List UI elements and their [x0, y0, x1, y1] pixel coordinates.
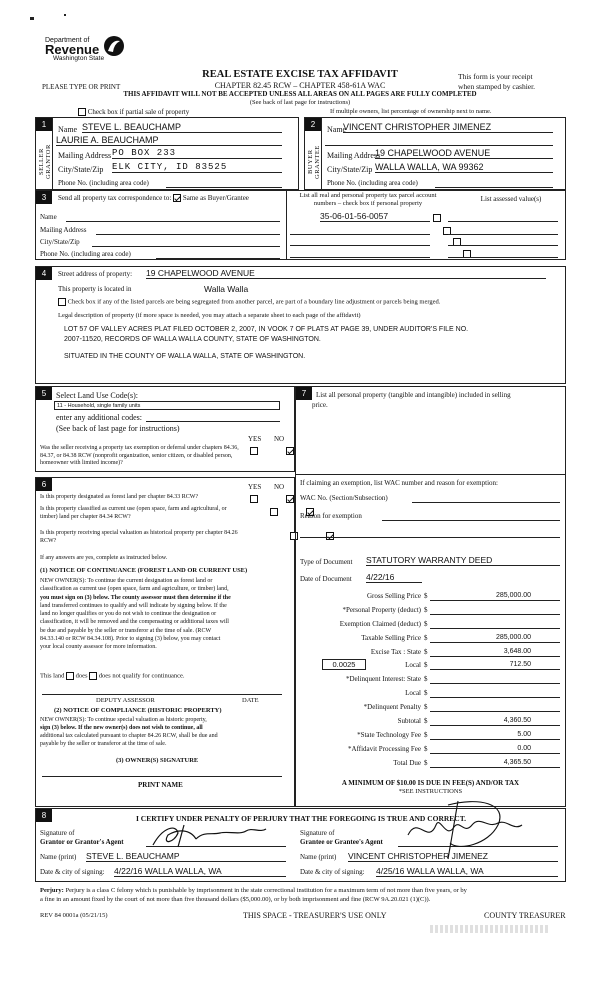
- grantor-sig-of: Signature of: [40, 829, 75, 837]
- send-correspondence-label: Send all property tax correspondence to:: [58, 194, 172, 202]
- compliance-title: (2) NOTICE OF COMPLIANCE (HISTORIC PROPERTY): [54, 707, 222, 714]
- legal-line-1: LOT 57 OF VALLEY ACRES PLAT FILED OCTOBER 2, 2007, IN VOOK 7 OF PLATS AT PAGE 39, UNDER AUDITOR'S FILE NO.: [64, 326, 469, 333]
- same-as-buyer-checkbox[interactable]: [173, 194, 181, 202]
- delinquent-penalty-label: *Delinquent Penalty: [363, 703, 421, 711]
- street-field[interactable]: 19 CHAPELWOOD AVENUE: [146, 268, 546, 279]
- historic-question: Is this property receiving special valuation as historical property per chapter 84.26 RCW?: [40, 530, 238, 544]
- forest-land-question: Is this property designated as forest land per chapter 84.33 RCW?: [40, 494, 199, 500]
- dollar-sign: $: [424, 661, 428, 669]
- dollar-sign: $: [424, 717, 428, 725]
- additional-codes-field[interactable]: [146, 421, 280, 422]
- continuance-line: land transferred continues to qualify and will indicate by signing below. If the: [40, 602, 227, 609]
- grantor-date-city[interactable]: 4/22/16 WALLA WALLA, WA: [114, 866, 286, 877]
- reason-field-2[interactable]: [300, 537, 560, 538]
- continuance-line: you must sign on (3) below. The county assessor must then determine if the: [40, 594, 231, 601]
- grantee-sig-of: Signature of: [300, 829, 335, 837]
- compliance-line: sign (3) below. If the new owner(s) does not wish to continue, all: [40, 725, 203, 731]
- correspondence-mail-label: Mailing Address: [40, 226, 87, 234]
- excise-label: Excise Tax : State: [370, 648, 421, 656]
- dollar-sign: $: [424, 634, 428, 642]
- delinquent-local-field[interactable]: [430, 697, 560, 698]
- faint-stamp: [430, 925, 550, 933]
- correspondence-city-field[interactable]: [92, 246, 280, 247]
- grantor-name-label: Name (print): [40, 853, 77, 861]
- buyer-mail-field[interactable]: 19 CHAPELWOOD AVENUE: [375, 148, 553, 159]
- type-or-print: PLEASE TYPE OR PRINT: [42, 83, 121, 91]
- subtotal-value[interactable]: 4,360.50: [503, 717, 531, 724]
- buyer-name-label: Name: [327, 125, 347, 134]
- total-label: Total Due: [393, 759, 421, 767]
- assessed-value-field[interactable]: [448, 245, 558, 246]
- continuance-line: be due and payable by the seller or transferor at the time of sale. (RCW: [40, 627, 212, 634]
- assessed-header: List assessed value(s): [480, 195, 542, 203]
- wac-field[interactable]: [412, 502, 560, 503]
- land-use-section: [35, 386, 295, 472]
- buyer-city-field[interactable]: WALLA WALLA, WA 99362: [375, 162, 553, 173]
- forest-no-checkbox[interactable]: [286, 495, 294, 503]
- scan-speck: [64, 14, 66, 16]
- buyer-side-label: BUYER GRANTEE: [307, 145, 321, 179]
- exemption-question: Was the seller receiving a property tax exemption or deferral under chapters 84.36, 84.37, or 84.38 RCW (nonprofit organization, senior citizen, or disabled person, homeowner with limited income)?: [40, 445, 239, 466]
- this-land-label: This land: [40, 672, 65, 680]
- property-section: [35, 266, 566, 384]
- perjury-text: a fine in an amount fixed by the court of not more than five thousand dollars ($5,000.00), or by both imprisonment and fine (RCW 9A.20.021 (1)(C)).: [40, 896, 431, 903]
- seller-section: [35, 117, 299, 190]
- treasurer-space: THIS SPACE - TREASURER'S USE ONLY: [243, 911, 387, 920]
- form-revision: REV 84 0001a (05/21/15): [40, 912, 108, 919]
- correspondence-name-field[interactable]: [66, 221, 280, 222]
- seller-side-label: SELLER GRANTOR: [38, 144, 52, 180]
- see-back-note: (See back of last page for instructions): [249, 99, 351, 106]
- logo-revenue: Revenue: [45, 42, 100, 57]
- dor-logo-icon: [103, 35, 125, 57]
- grantor-agent-label: Grantor or Grantor's Agent: [40, 838, 124, 846]
- local-label: Local: [405, 661, 421, 669]
- does-label: does: [75, 672, 88, 680]
- partial-sale-row: [78, 108, 189, 116]
- dollar-sign: $: [424, 675, 428, 683]
- compliance-body: [40, 716, 292, 748]
- seller-name-label: Name: [58, 125, 78, 134]
- reason-label: Reason for exemption: [300, 512, 362, 520]
- yes-header: YES: [248, 483, 262, 491]
- reason-field[interactable]: [382, 520, 560, 521]
- gross-label: Gross Selling Price: [366, 592, 421, 600]
- doc-date-field[interactable]: 4/22/16: [366, 572, 422, 583]
- exemption-yes-checkbox[interactable]: [250, 447, 258, 455]
- correspondence-phone-field[interactable]: [156, 258, 280, 259]
- seller-name-field[interactable]: STEVE L. BEAUCHAMP: [82, 122, 282, 133]
- personal-property-label: List all personal property (tangible and intangible) included in selling: [316, 391, 511, 399]
- segregated-label: Check box if any of the listed parcels are being segregated from another parcel, are part of a boundary line adjustment or parcels being merged.: [67, 298, 441, 306]
- see-instructions-note: *SEE INSTRUCTIONS: [398, 788, 463, 795]
- buyer-mail-label: Mailing Address: [327, 151, 381, 160]
- special-valuation-section: [35, 477, 295, 807]
- assessed-value-field[interactable]: [448, 234, 558, 235]
- correspondence-mail-field[interactable]: [96, 234, 280, 235]
- owner-signature-line[interactable]: [42, 776, 282, 777]
- section-number: 7: [296, 387, 312, 400]
- receipt-note: This form is your receipt: [458, 72, 533, 81]
- tech-fee-value[interactable]: 5.00: [517, 731, 531, 738]
- compliance-line: additional tax calculated pursuant to chapter 84.26 RCW, shall be due and: [40, 733, 218, 739]
- section-number: 4: [36, 267, 52, 280]
- continuance-line: land no longer qualifies or you do not wish to continue the designation or: [40, 611, 217, 618]
- dor-logo: [45, 37, 155, 62]
- grantee-print-name[interactable]: VINCENT CHRISTOPHER JIMENEZ: [348, 851, 558, 862]
- seller-city-label: City/State/Zip: [58, 165, 104, 174]
- qualify-row: [40, 672, 185, 680]
- continuance-line: 84.33.140 or RCW 84.34.108). Prior to signing (3) below, you may contact: [40, 636, 221, 643]
- completion-notice: THIS AFFIDAVIT WILL NOT BE ACCEPTED UNLESS ALL AREAS ON ALL PAGES ARE FULLY COMPLETED: [123, 90, 477, 98]
- grantor-print-name[interactable]: STEVE L. BEAUCHAMP: [86, 851, 286, 862]
- delinquent-penalty-field[interactable]: [430, 711, 560, 712]
- assessed-value-field[interactable]: [448, 257, 558, 258]
- current-use-yes-checkbox[interactable]: [270, 508, 278, 516]
- personal-property-section: [295, 386, 566, 807]
- if-yes-note: If any answers are yes, complete as instructed below.: [40, 555, 168, 561]
- assessed-value-field[interactable]: [448, 221, 558, 222]
- land-use-see-back: (See back of last page for instructions): [56, 424, 180, 433]
- total-value[interactable]: 4,365.50: [503, 759, 531, 766]
- affidavit-fee-value[interactable]: 0.00: [517, 745, 531, 752]
- personal-property-checkbox[interactable]: [433, 214, 441, 222]
- continuance-line: your local county assessor for more information.: [40, 644, 157, 651]
- personal-label: *Personal Property (deduct): [342, 606, 421, 614]
- dollar-sign: $: [424, 648, 428, 656]
- does-not-checkbox[interactable]: [89, 672, 97, 680]
- grantor-date-label: Date & city of signing:: [40, 868, 105, 876]
- county-treasurer: COUNTY TREASURER: [484, 911, 566, 920]
- stamped-note: when stamped by cashier.: [458, 82, 536, 91]
- excise-value[interactable]: 3,648.00: [503, 648, 531, 655]
- legal-label: Legal description of property (if more space is needed, you may attach a separate sheet to each page of the affidavit): [58, 312, 361, 319]
- deputy-date-label: DATE: [242, 697, 259, 704]
- legal-line-3: SITUATED IN THE COUNTY OF WALLA WALLA, STATE OF WASHINGTON.: [64, 353, 306, 360]
- continuance-line: classification, it will be removed and the compensating or additional taxes will: [40, 619, 229, 626]
- grantor-signature: [148, 821, 278, 849]
- grantee-agent-label: Grantee or Grantee's Agent: [300, 838, 383, 846]
- section-number: 3: [36, 191, 52, 204]
- parcel-number-field[interactable]: 35-06-01-56-0057: [320, 211, 430, 222]
- yes-header: YES: [248, 435, 262, 443]
- delinquent-state-label: *Delinquent Interest: State: [345, 675, 421, 683]
- compliance-line: payable by the seller or transferor at the time of sale.: [40, 741, 167, 747]
- grantee-date-city[interactable]: 4/25/16 WALLA WALLA, WA: [376, 866, 558, 877]
- current-use-question: Is this property classified as current use (open space, farm and agricultural, or timber) land per chapter 84.34 RCW?: [40, 506, 227, 520]
- seller-mail-field[interactable]: PO BOX 233: [112, 148, 282, 159]
- compliance-line: NEW OWNER(S): To continue special valuation as historic property,: [40, 717, 207, 723]
- grantee-name-label: Name (print): [300, 853, 337, 861]
- correspondence-phone-label: Phone No. (including area code): [40, 250, 131, 258]
- taxable-label: Taxable Selling Price: [361, 634, 421, 642]
- scan-speck: [30, 17, 34, 20]
- section-number: 6: [36, 478, 52, 491]
- wac-label: WAC No. (Section/Subsection): [300, 494, 388, 502]
- dollar-sign: $: [424, 606, 428, 614]
- land-use-select[interactable]: 11 - Household, single family units: [54, 401, 280, 410]
- logo-dept: Department of: [45, 37, 90, 44]
- delinquent-local-label: Local: [405, 689, 421, 697]
- parcel-number-field[interactable]: [290, 234, 430, 235]
- buyer-section: [304, 117, 566, 190]
- dollar-sign: $: [424, 759, 428, 767]
- section-number: 8: [36, 809, 52, 822]
- chapter-ref: CHAPTER 82.45 RCW – CHAPTER 458-61A WAC: [214, 81, 386, 90]
- perjury-note: [40, 886, 566, 904]
- page-title: REAL ESTATE EXCISE TAX AFFIDAVIT: [202, 69, 398, 80]
- logo-state: Washington State: [53, 55, 105, 62]
- exemption-label: If claiming an exemption, list WAC number and reason for exemption:: [300, 479, 498, 487]
- continuance-line: NEW OWNER(S): To continue the current designation as forest land or: [40, 578, 213, 584]
- price-label: price.: [312, 401, 328, 409]
- affidavit-fee-label: *Affidavit Processing Fee: [348, 745, 421, 753]
- dollar-sign: $: [424, 689, 428, 697]
- deputy-label: DEPUTY ASSESSOR: [96, 697, 155, 704]
- exemption-claimed-label: Exemption Claimed (deduct): [339, 620, 421, 628]
- forest-yes-checkbox[interactable]: [250, 495, 258, 503]
- gross-value[interactable]: 285,000.00: [495, 592, 531, 599]
- buyer-city-label: City/State/Zip: [327, 165, 373, 174]
- street-label: Street address of property:: [58, 270, 133, 278]
- correspondence-name-label: Name: [40, 213, 57, 221]
- continuance-body: [40, 577, 292, 652]
- continuance-line: classification as current use (open space, farm and agriculture, or timber) land,: [40, 586, 229, 593]
- land-use-label: Select Land Use Code(s):: [56, 391, 138, 400]
- owner-signature-title: (3) OWNER(S) SIGNATURE: [116, 757, 199, 764]
- delinquent-state-field[interactable]: [430, 683, 560, 684]
- minimum-fee-note: A MINIMUM OF $10.00 IS DUE IN FEE(S) AND/OR TAX: [341, 779, 520, 787]
- continuance-title: (1) NOTICE OF CONTINUANCE (FOREST LAND OR CURRENT USE): [40, 567, 248, 574]
- does-checkbox[interactable]: [66, 672, 74, 680]
- seller-mail-label: Mailing Address: [58, 151, 112, 160]
- taxable-value[interactable]: 285,000.00: [495, 634, 531, 641]
- seller-phone-label: Phone No. (including area code): [58, 179, 149, 187]
- parcel-number-field[interactable]: [290, 257, 430, 258]
- buyer-name-field[interactable]: VINCENT CHRISTOPHER JIMENEZ: [343, 122, 553, 133]
- deputy-signature-line[interactable]: [42, 694, 282, 695]
- dollar-sign: $: [424, 620, 428, 628]
- doc-type-label: Type of Document: [300, 558, 353, 566]
- grantee-date-label: Date & city of signing:: [300, 868, 365, 876]
- partial-sale-checkbox[interactable]: [78, 108, 86, 116]
- certify-statement: I CERTIFY UNDER PENALTY OF PERJURY THAT THE FOREGOING IS TRUE AND CORRECT.: [136, 814, 467, 823]
- dollar-sign: $: [424, 703, 428, 711]
- seller-city-field[interactable]: ELK CITY, ID 83525: [112, 162, 282, 173]
- dollar-sign: $: [424, 592, 428, 600]
- section-number: 2: [305, 118, 321, 131]
- additional-codes-label: enter any additional codes:: [56, 413, 142, 422]
- located-field[interactable]: Walla Walla: [204, 284, 249, 294]
- section-number: 1: [36, 118, 52, 131]
- tech-fee-label: *State Technology Fee: [357, 731, 421, 739]
- correspondence-city-label: City/State/Zip: [40, 238, 80, 246]
- dollar-sign: $: [424, 745, 428, 753]
- local-rate-field[interactable]: 0.0025: [322, 659, 366, 670]
- parcel-number-field[interactable]: [290, 245, 430, 246]
- buyer-phone-field[interactable]: [435, 187, 553, 188]
- located-label: This property is located in: [58, 285, 132, 293]
- tax-table: [296, 592, 565, 767]
- send-correspondence-row: [58, 194, 249, 202]
- buyer-phone-label: Phone No. (including area code): [327, 179, 418, 187]
- subtotal-label: Subtotal: [397, 717, 421, 725]
- no-header: NO: [274, 483, 285, 491]
- partial-sale-label: Check box if partial sale of property: [87, 108, 190, 116]
- no-header: NO: [274, 435, 285, 443]
- parcel-header: List all real and personal property tax parcel account numbers – check box if personal property: [299, 192, 437, 207]
- multiple-owners-note: If multiple owners, list percentage of ownership next to name.: [330, 108, 492, 115]
- tax-correspondence-section: [35, 190, 566, 260]
- doc-date-label: Date of Document: [300, 575, 352, 583]
- segregated-checkbox[interactable]: [58, 298, 66, 306]
- seller-name2-field[interactable]: LAURIE A. BEAUCHAMP: [56, 135, 282, 146]
- doc-type-field[interactable]: STATUTORY WARRANTY DEED: [366, 555, 560, 566]
- perjury-text: Perjury is a class C felony which is punishable by imprisonment in the state correctional institution for a maximum term of not more than five years, or by: [65, 887, 467, 894]
- section-number: 5: [36, 387, 52, 400]
- seller-phone-field[interactable]: [166, 187, 282, 188]
- dollar-sign: $: [424, 731, 428, 739]
- does-not-label: does not qualify for continuance.: [98, 672, 185, 680]
- local-value[interactable]: 712.50: [509, 661, 531, 668]
- exemption-no-checkbox[interactable]: [286, 447, 294, 455]
- segregated-row: [58, 298, 558, 306]
- perjury-title: Perjury:: [40, 887, 64, 894]
- certification-section: [35, 808, 566, 882]
- same-as-buyer-label: Same as Buyer/Grantee: [182, 194, 249, 202]
- legal-line-2: 2007-11520, RECORDS OF WALLA WALLA COUNTY, STATE OF WASHINGTON.: [64, 336, 321, 343]
- print-name-label: PRINT NAME: [138, 781, 183, 789]
